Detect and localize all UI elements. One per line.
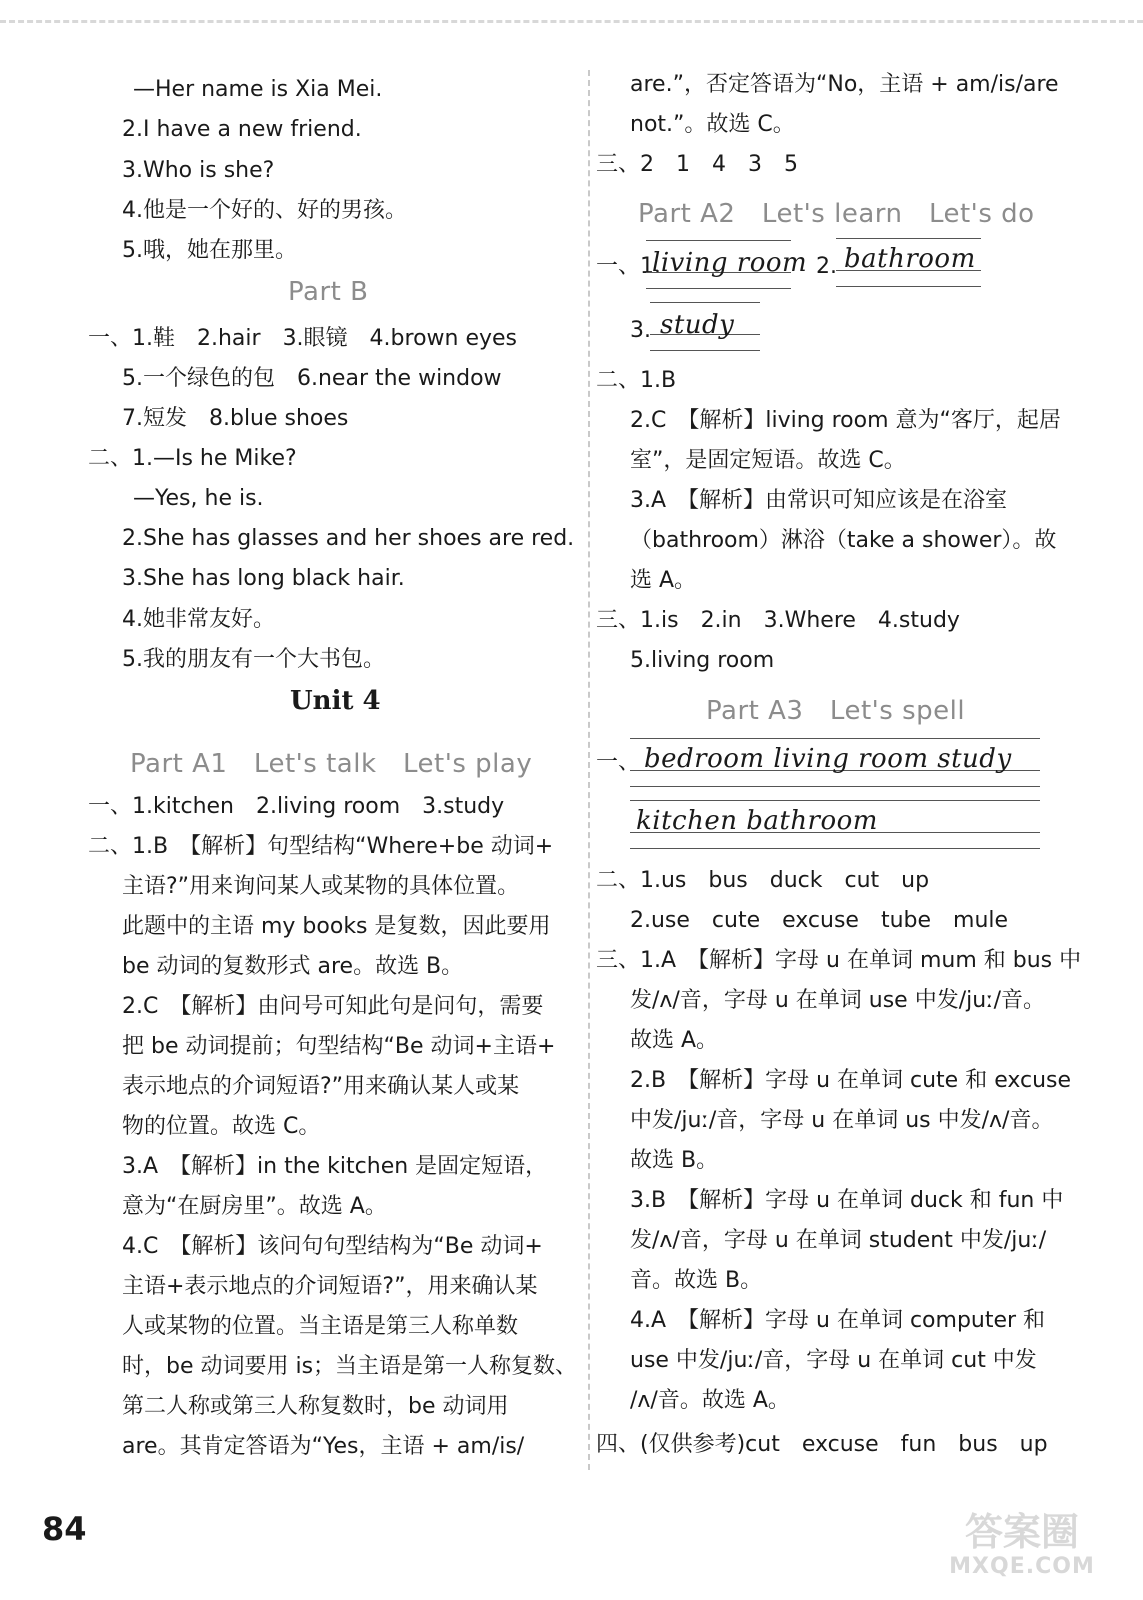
answer-line: 7.短发 8.blue shoes — [122, 406, 349, 431]
answer-line: 3.She has long black hair. — [122, 566, 405, 591]
answer-line: be 动词的复数形式 are。故选 B。 — [122, 954, 464, 979]
handwritten-answer: study — [660, 310, 735, 340]
answer-line: /ʌ/音。故选 A。 — [630, 1388, 790, 1413]
answer-line: 意为“在厨房里”。故选 A。 — [122, 1194, 387, 1219]
writing-line — [836, 238, 981, 239]
answer-line: 主语+表示地点的介词短语?”，用来确认某 — [122, 1274, 538, 1299]
answer-line: 物的位置。故选 C。 — [122, 1114, 321, 1139]
answer-line: 故选 A。 — [630, 1028, 719, 1053]
answer-line: 三、1.A 【解析】字母 u 在单词 mum 和 bus 中 — [596, 948, 1082, 973]
answer-line: 四、(仅供参考)cut excuse fun bus up — [596, 1432, 1048, 1457]
writing-line — [630, 786, 1040, 787]
writing-line — [646, 288, 791, 289]
writing-line — [650, 302, 760, 303]
question-label: 3. — [630, 318, 651, 343]
handwritten-answer: kitchen bathroom — [636, 806, 878, 836]
answer-line: 二、1.—Is he Mike? — [88, 446, 297, 471]
question-label: 2. — [816, 254, 837, 279]
answer-line: 3.Who is she? — [122, 158, 275, 183]
answer-line: 一、1.kitchen 2.living room 3.study — [88, 794, 505, 819]
answer-line: 5.living room — [630, 648, 775, 673]
watermark-text: 答案圈 — [964, 1510, 1079, 1554]
handwritten-answer: bedroom living room study — [644, 744, 1012, 774]
answer-line: 三、1.is 2.in 3.Where 4.study — [596, 608, 960, 633]
answer-line: 发/ʌ/音，字母 u 在单词 student 中发/juː/ — [630, 1228, 1047, 1253]
answer-line: 3.A 【解析】in the kitchen 是固定短语， — [122, 1154, 548, 1179]
answer-line: （bathroom）淋浴（take a shower）。故 — [630, 528, 1057, 553]
answer-line: 二、1.us bus duck cut up — [596, 868, 930, 893]
writing-line — [630, 848, 1040, 849]
answer-line: 2.C 【解析】living room 意为“客厅，起居 — [630, 408, 1061, 433]
answer-line: 第二人称或第三人称复数时，be 动词用 — [122, 1394, 509, 1419]
answer-line: 把 be 动词提前；句型结构“Be 动词+主语+ — [122, 1034, 556, 1059]
section-heading-part-a3: Part A3 Let's spell — [706, 696, 966, 726]
answer-line: 5.一个绿色的包 6.near the window — [122, 366, 502, 391]
answer-line: 三、2 1 4 3 5 — [596, 152, 798, 177]
writing-line — [836, 286, 981, 287]
answer-line: 4.她非常友好。 — [122, 607, 275, 632]
column-divider — [588, 70, 590, 1470]
handwritten-answer: bathroom — [844, 244, 976, 274]
answer-line: 2.B 【解析】字母 u 在单词 cute 和 excuse — [630, 1068, 1072, 1093]
answer-line: 人或某物的位置。当主语是第三人称单数 — [122, 1314, 519, 1339]
answer-line: 2.I have a new friend. — [122, 117, 362, 142]
unit-title: Unit 4 — [290, 686, 381, 716]
answer-line: 故选 B。 — [630, 1148, 719, 1173]
answer-line: 此题中的主语 my books 是复数，因此要用 — [122, 914, 551, 939]
answer-line: 3.B 【解析】字母 u 在单词 duck 和 fun 中 — [630, 1188, 1064, 1213]
answer-line: 中发/juː/音，字母 u 在单词 us 中发/ʌ/音。 — [630, 1108, 1054, 1133]
watermark-logo — [912, 1510, 1132, 1590]
answer-line: —Yes, he is. — [133, 486, 264, 511]
answer-line: are。其肯定答语为“Yes，主语 + am/is/ — [122, 1434, 525, 1459]
answer-line: 3.A 【解析】由常识可知应该是在浴室 — [630, 488, 1008, 513]
answer-line: are.”，否定答语为“No，主语 + am/is/are — [630, 72, 1059, 97]
watermark-url: MXQE.COM — [949, 1554, 1095, 1579]
answer-line: 表示地点的介词短语?”用来确认某人或某 — [122, 1074, 520, 1099]
answer-line: 5.我的朋友有一个大书包。 — [122, 647, 385, 672]
answer-line: 4.A 【解析】字母 u 在单词 computer 和 — [630, 1308, 1046, 1333]
section-heading-part-a2: Part A2 Let's learn Let's do — [638, 199, 1035, 229]
handwritten-answer: living room — [652, 248, 808, 278]
question-label: 一、 — [596, 750, 641, 775]
answer-line: 二、1.B 【解析】句型结构“Where+be 动词+ — [88, 834, 554, 859]
answer-line: 主语?”用来询问某人或某物的具体位置。 — [122, 874, 520, 899]
answer-line: —Her name is Xia Mei. — [133, 77, 383, 102]
answer-line: 2.use cute excuse tube mule — [630, 908, 1009, 933]
answer-line: 5.哦，她在那里。 — [122, 238, 297, 263]
section-heading-part-b: Part B — [288, 277, 369, 307]
answer-line: 室”，是固定短语。故选 C。 — [630, 448, 906, 473]
answer-line: use 中发/juː/音，字母 u 在单词 cut 中发 — [630, 1348, 1037, 1373]
answer-line: not.”。故选 C。 — [630, 112, 795, 137]
writing-line — [650, 350, 760, 351]
answer-line: 音。故选 B。 — [630, 1268, 763, 1293]
answer-line: 一、1.鞋 2.hair 3.眼镜 4.brown eyes — [88, 326, 518, 351]
answer-line: 4.C 【解析】该问句句型结构为“Be 动词+ — [122, 1234, 543, 1259]
answer-line: 选 A。 — [630, 568, 697, 593]
writing-line — [630, 738, 1040, 739]
page-number: 84 — [42, 1510, 87, 1548]
writing-line — [646, 240, 791, 241]
answer-line: 时，be 动词要用 is；当主语是第一人称复数、 — [122, 1354, 578, 1379]
answer-line: 2.She has glasses and her shoes are red. — [122, 526, 575, 551]
writing-line — [630, 800, 1040, 801]
page-top-edge — [0, 0, 1143, 23]
answer-line: 4.他是一个好的、好的男孩。 — [122, 198, 407, 223]
answer-line: 发/ʌ/音，字母 u 在单词 use 中发/juː/音。 — [630, 988, 1045, 1013]
answer-line: 二、1.B — [596, 368, 677, 393]
answer-line: 2.C 【解析】由问号可知此句是问句，需要 — [122, 994, 544, 1019]
section-heading-part-a1: Part A1 Let's talk Let's play — [130, 749, 533, 779]
question-label: 一、1. — [596, 254, 661, 279]
